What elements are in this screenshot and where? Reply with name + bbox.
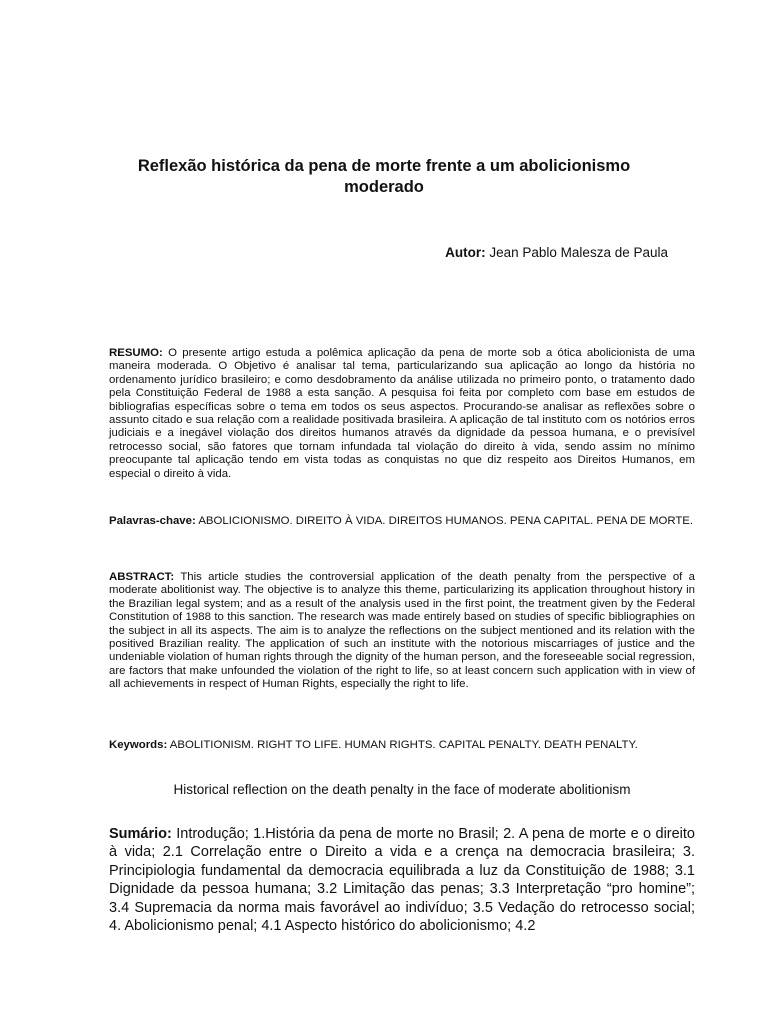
resumo-text: O presente artigo estuda a polêmica aplicação da pena de morte sob a ótica abolicionista de uma maneira moderada. O Objetivo é analisar tal tema, particularizando sua aplicação ao longo da história no ordenamento jurídico brasileiro; e como desdobramento da análise utilizada no primeiro ponto, o tratamento dado pela Constituição Federal de 1988 a esta sanção. A pesquisa foi feita por completo com base em estudos de bibliografias específicas sobre o tema em todos os seus aspectos. Procurando-se analisar as reflexões sobre o assunto citado e sua relação com a realidade positivada brasileira. A aplicação de tal instituto com os notórios erros judiciais e a inegável violação dos direitos humanos através da dignidade da pessoa humana, e o previsível retrocesso social, são fatores que tornam infundada tal violação do direito à vida, sendo assim no mínimo preocupante tal aplicação tendo em vista todas as conquistas no que diz respeito aos Direitos Humanos, em especial o direito à vida. bbox=[109, 347, 695, 480]
sumario-text: Introdução; 1.História da pena de morte no Brasil; 2. A pena de morte e o direito à vida; 2.1 Correlação entre o Direito a vida e a crença na democracia brasileira; 3. Principiologia fundamental da democracia equilibrada a luz da Constituição de 1988; 3.1 Dignidade da pessoa humana; 3.2 Limitação das penas; 3.3 Interpretação “pro homine”; 3.4 Supremacia da norma mais favorável ao indivíduo; 3.5 Vedação do retrocesso social; 4. Abolicionismo penal; 4.1 Aspecto histórico do abolicionismo; 4.2 bbox=[109, 826, 695, 935]
palavras-chave-text: ABOLICIONISMO. DIREITO À VIDA. DIREITOS HUMANOS. PENA CAPITAL. PENA DE MORTE. bbox=[198, 515, 694, 527]
author-line bbox=[445, 244, 668, 262]
resumo-label: RESUMO: bbox=[109, 347, 163, 359]
keywords-text: ABOLITIONISM. RIGHT TO LIFE. HUMAN RIGHTS. CAPITAL PENALTY. DEATH PENALTY. bbox=[169, 739, 638, 751]
keywords-label: Keywords: bbox=[109, 739, 168, 751]
sumario-label: Sumário: bbox=[109, 826, 172, 842]
author-label: Autor: bbox=[445, 245, 486, 260]
sumario-paragraph bbox=[109, 825, 695, 935]
resumo-paragraph bbox=[109, 347, 695, 481]
author-name: Jean Pablo Malesza de Paula bbox=[489, 245, 668, 260]
paper-title: Reflexão histórica da pena de morte frente a um abolicionismo moderado bbox=[137, 157, 631, 196]
english-title: Historical reflection on the death penalty in the face of moderate abolitionism bbox=[173, 782, 631, 797]
keywords-paragraph bbox=[109, 739, 695, 752]
abstract-text: This article studies the controversial application of the death penalty from the perspective of a moderate abolitionist way. The objective is to analyze this theme, particularizing its application throughout history in the Brazilian legal system; and as a result of the analysis used in the first point, the treatment given by the Federal Constitution of 1988 to this sanction. The research was made entirely based on studies of specific bibliographies on the subject in all its aspects. The aim is to analyze the reflections on the subject mentioned and its relation with the positived Brazilian reality. The application of such an institute with the notorious miscarriages of justice and the undeniable violation of human rights through the dignity of the human person, and the foreseeable social regression, are factors that make unfounded the violation of the right to life, so at least concern such application with in view of all achievements in respect of Human Rights, especially the right to life. bbox=[109, 571, 695, 691]
palavras-chave-label: Palavras-chave: bbox=[109, 515, 196, 527]
palavras-chave-paragraph bbox=[109, 515, 695, 528]
abstract-label: ABSTRACT: bbox=[109, 571, 175, 583]
abstract-paragraph bbox=[109, 571, 695, 692]
